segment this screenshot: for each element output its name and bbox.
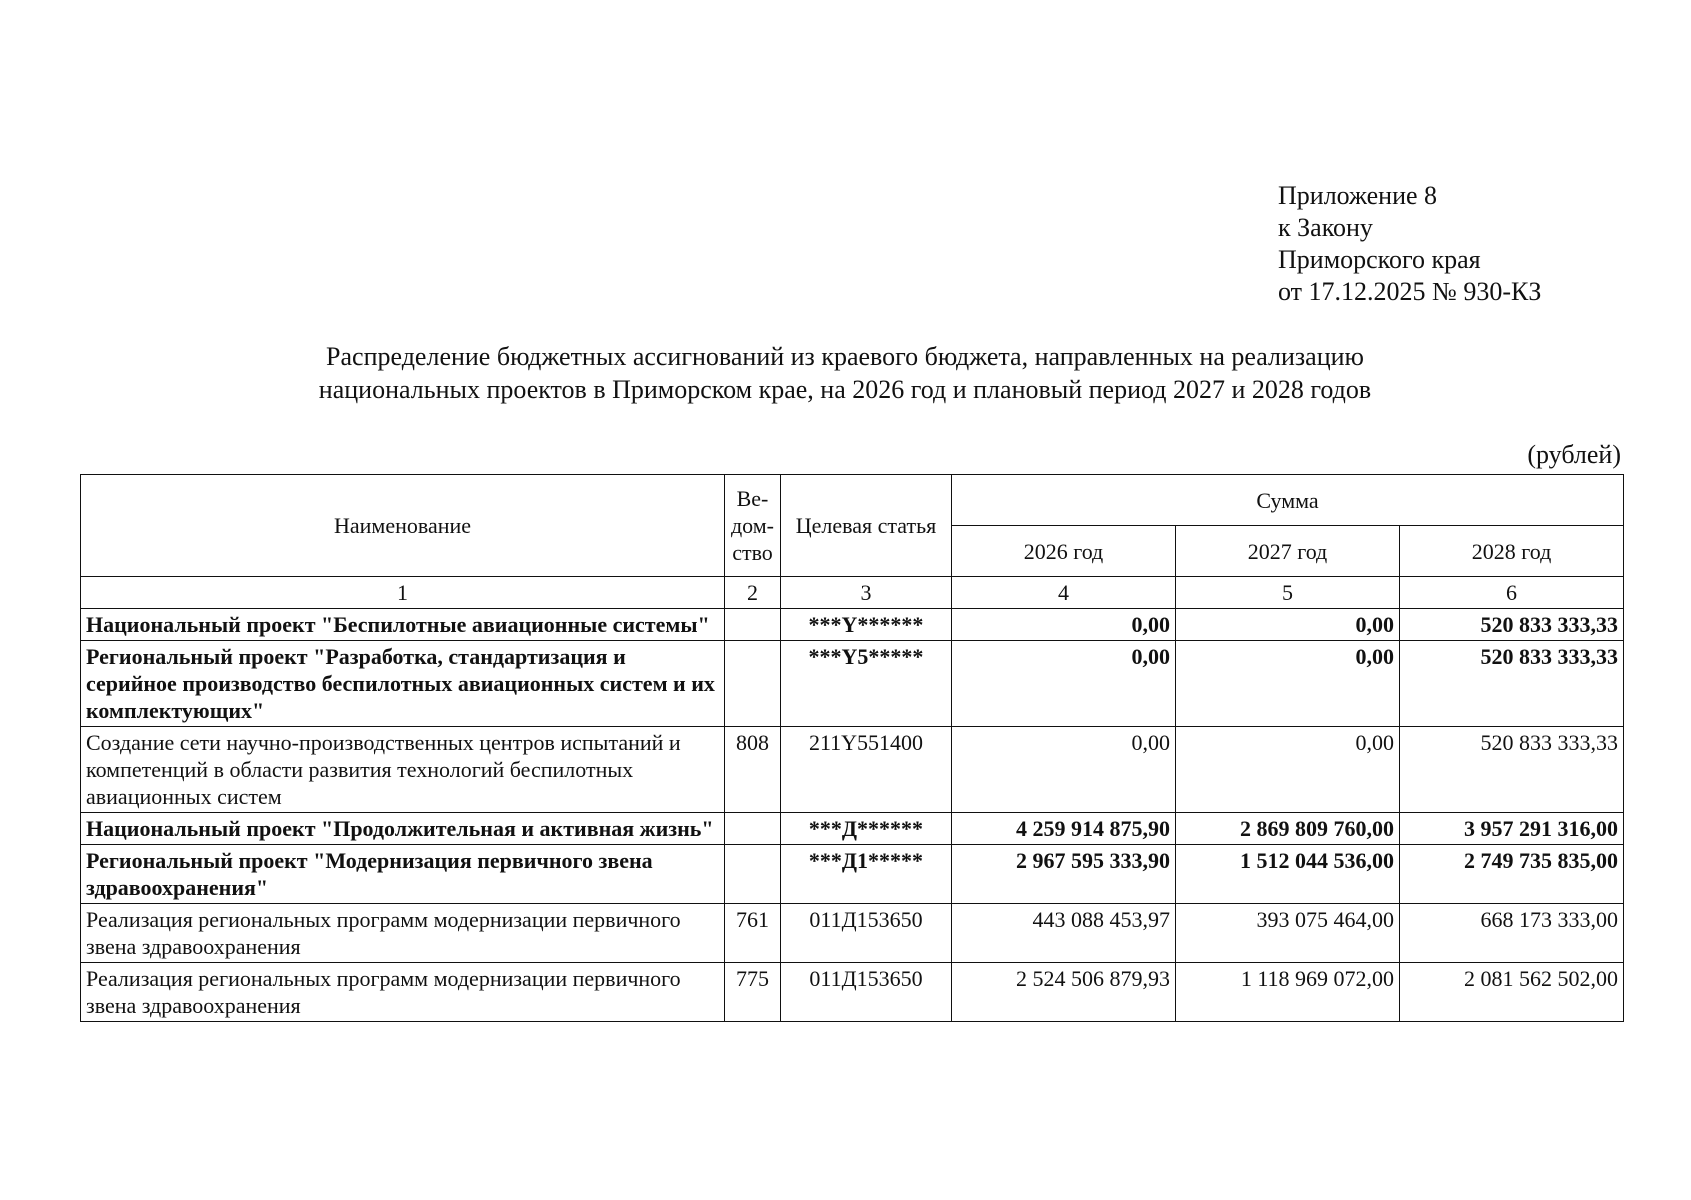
row-amount-2027: 1 118 969 072,00	[1176, 963, 1400, 1022]
row-amount-2027: 0,00	[1176, 641, 1400, 727]
row-name: Региональный проект "Разработка, стандартизация и серийное производство беспилотных авиационных систем и их комплектующих"	[81, 641, 725, 727]
row-target-article: ***Д******	[781, 813, 952, 845]
row-amount-2028: 668 173 333,00	[1400, 904, 1624, 963]
row-amount-2028: 2 749 735 835,00	[1400, 845, 1624, 904]
row-target-article: 011Д153650	[781, 904, 952, 963]
header-dept-line-3: ство	[732, 540, 773, 565]
table-row	[81, 904, 1624, 963]
table-row	[81, 845, 1624, 904]
row-department	[725, 641, 781, 727]
annex-block	[1278, 180, 1541, 308]
row-amount-2027: 1 512 044 536,00	[1176, 845, 1400, 904]
column-number: 6	[1400, 577, 1624, 609]
column-number: 5	[1176, 577, 1400, 609]
column-number: 2	[725, 577, 781, 609]
header-year-2026: 2026 год	[952, 526, 1176, 577]
header-name: Наименование	[81, 475, 725, 577]
row-amount-2027: 0,00	[1176, 727, 1400, 813]
row-target-article: ***Y5*****	[781, 641, 952, 727]
table-row	[81, 641, 1624, 727]
row-amount-2026: 2 524 506 879,93	[952, 963, 1176, 1022]
table-row	[81, 813, 1624, 845]
header-year-2027: 2027 год	[1176, 526, 1400, 577]
header-year-2028: 2028 год	[1400, 526, 1624, 577]
row-department	[725, 845, 781, 904]
annex-line-3: Приморского края	[1278, 245, 1481, 274]
table-row	[81, 727, 1624, 813]
row-amount-2028: 2 081 562 502,00	[1400, 963, 1624, 1022]
row-target-article: 211Y551400	[781, 727, 952, 813]
column-number: 1	[81, 577, 725, 609]
row-department: 808	[725, 727, 781, 813]
row-amount-2028: 3 957 291 316,00	[1400, 813, 1624, 845]
budget-table	[80, 474, 1624, 1022]
units-label: (рублей)	[1527, 440, 1621, 469]
row-amount-2027: 0,00	[1176, 609, 1400, 641]
row-name: Реализация региональных программ модернизации первичного звена здравоохранения	[81, 904, 725, 963]
row-amount-2028: 520 833 333,33	[1400, 609, 1624, 641]
row-amount-2026: 443 088 453,97	[952, 904, 1176, 963]
header-dept-line-2: дом-	[730, 513, 775, 538]
annex-line-4: от 17.12.2025 № 930-КЗ	[1278, 277, 1542, 306]
row-amount-2026: 0,00	[952, 727, 1176, 813]
row-target-article: ***Y******	[781, 609, 952, 641]
annex-line-2: к Закону	[1278, 213, 1373, 242]
column-number: 4	[952, 577, 1176, 609]
row-amount-2026: 4 259 914 875,90	[952, 813, 1176, 845]
header-target-article: Целевая статья	[781, 475, 952, 577]
row-amount-2027: 2 869 809 760,00	[1176, 813, 1400, 845]
row-name: Национальный проект "Беспилотные авиационные системы"	[81, 609, 725, 641]
annex-line-1: Приложение 8	[1278, 181, 1438, 210]
row-name: Региональный проект "Модернизация первичного звена здравоохранения"	[81, 845, 725, 904]
row-name: Реализация региональных программ модернизации первичного звена здравоохранения	[81, 963, 725, 1022]
row-amount-2028: 520 833 333,33	[1400, 727, 1624, 813]
row-amount-2028: 520 833 333,33	[1400, 641, 1624, 727]
column-number: 3	[781, 577, 952, 609]
row-amount-2026: 0,00	[952, 641, 1176, 727]
column-number-row	[81, 577, 1624, 609]
row-department	[725, 813, 781, 845]
row-department	[725, 609, 781, 641]
title-line-1: Распределение бюджетных ассигнований из краевого бюджета, направленных на реализацию	[326, 342, 1364, 371]
header-sum: Сумма	[952, 475, 1624, 526]
title-line-2: национальных проектов в Приморском крае, на 2026 год и плановый период 2027 и 2028 годов	[318, 375, 1372, 404]
row-name: Национальный проект "Продолжительная и активная жизнь"	[81, 813, 725, 845]
table-row	[81, 963, 1624, 1022]
row-amount-2027: 393 075 464,00	[1176, 904, 1400, 963]
row-department: 775	[725, 963, 781, 1022]
row-amount-2026: 2 967 595 333,90	[952, 845, 1176, 904]
row-amount-2026: 0,00	[952, 609, 1176, 641]
row-target-article: 011Д153650	[781, 963, 952, 1022]
header-dept-line-1: Ве-	[736, 486, 769, 511]
table-row	[81, 609, 1624, 641]
row-department: 761	[725, 904, 781, 963]
row-target-article: ***Д1*****	[781, 845, 952, 904]
row-name: Создание сети научно-производственных центров испытаний и компетенций в области развития технологий беспилотных авиационных систем	[81, 727, 725, 813]
header-department	[725, 475, 781, 577]
document-title	[180, 340, 1510, 406]
